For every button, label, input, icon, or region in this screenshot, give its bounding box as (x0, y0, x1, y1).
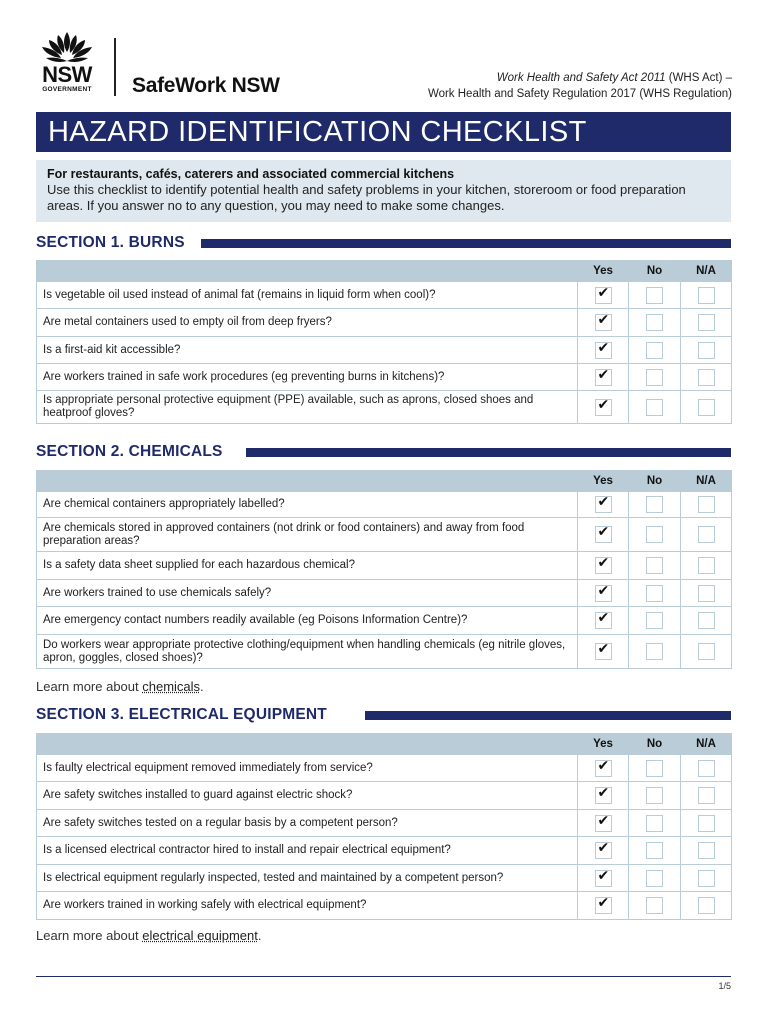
question-text: Is electrical equipment regularly inspected, tested and maintained by a competent person? (37, 865, 578, 892)
yes-checkbox[interactable] (595, 612, 612, 629)
section-title: SECTION 1. BURNS (36, 234, 189, 252)
brand-name: SafeWork NSW (132, 74, 280, 97)
question-text: Are workers trained in working safely with electrical equipment? (37, 892, 578, 920)
question-text: Is vegetable oil used instead of animal fat (remains in liquid form when cool)? (37, 282, 578, 309)
yes-checkbox[interactable] (595, 557, 612, 574)
table-row (37, 309, 732, 337)
no-column-header: No (629, 471, 681, 492)
na-checkbox[interactable] (698, 643, 715, 660)
na-checkbox[interactable] (698, 760, 715, 777)
no-checkbox[interactable] (646, 612, 663, 629)
question-text: Are workers trained in safe work procedures (eg preventing burns in kitchens)? (37, 364, 578, 391)
question-text: Is appropriate personal protective equipment (PPE) available, such as aprons, closed shoes and heatproof gloves? (37, 391, 578, 424)
question-text: Are chemicals stored in approved containers (not drink or food containers) and away from food preparation areas? (37, 518, 578, 552)
table-header-row (37, 261, 732, 282)
no-column-header: No (629, 261, 681, 282)
section-heading-electrical (36, 707, 731, 723)
learn-more-suffix: . (257, 928, 262, 943)
yes-checkbox[interactable] (595, 897, 612, 914)
question-text: Are emergency contact numbers readily available (eg Poisons Information Centre)? (37, 607, 578, 635)
na-checkbox[interactable] (698, 369, 715, 386)
learn-more-suffix: . (200, 679, 204, 694)
yes-checkbox[interactable] (595, 369, 612, 386)
question-text: Are metal containers used to empty oil from deep fryers? (37, 309, 578, 337)
section-rule (246, 448, 731, 457)
question-text: Is a licensed electrical contractor hired to install and repair electrical equipment? (37, 837, 578, 865)
learn-more-prefix: Learn more about (36, 928, 143, 943)
no-checkbox[interactable] (646, 815, 663, 832)
table-row (37, 635, 732, 669)
waratah-flower-icon (36, 30, 98, 64)
na-column-header: N/A (681, 471, 732, 492)
yes-checkbox[interactable] (595, 314, 612, 331)
table-row (37, 837, 732, 865)
no-checkbox[interactable] (646, 287, 663, 304)
page-header (36, 30, 732, 102)
no-checkbox[interactable] (646, 585, 663, 602)
table-row (37, 391, 732, 424)
section-title: SECTION 3. ELECTRICAL EQUIPMENT (36, 706, 331, 724)
intro-lead: For restaurants, cafés, caterers and associated commercial kitchens (47, 167, 455, 181)
intro-body: Use this checklist to identify potential health and safety problems in your kitchen, storeroom or food preparation areas. If you answer no to any question, you may need to make some changes. (47, 182, 686, 213)
yes-checkbox[interactable] (595, 496, 612, 513)
section-heading-chemicals (36, 444, 731, 460)
yes-checkbox[interactable] (595, 787, 612, 804)
na-checkbox[interactable] (698, 314, 715, 331)
table-row (37, 282, 732, 309)
no-checkbox[interactable] (646, 369, 663, 386)
no-checkbox[interactable] (646, 897, 663, 914)
checklist-table-electrical (36, 733, 732, 920)
yes-checkbox[interactable] (595, 399, 612, 416)
section-rule (365, 711, 731, 720)
na-checkbox[interactable] (698, 612, 715, 629)
na-column-header: N/A (681, 261, 732, 282)
page-number: 1/5 (718, 981, 731, 991)
no-checkbox[interactable] (646, 842, 663, 859)
table-row (37, 518, 732, 552)
question-text: Are chemical containers appropriately labelled? (37, 492, 578, 518)
no-checkbox[interactable] (646, 787, 663, 804)
na-checkbox[interactable] (698, 399, 715, 416)
question-column-header (37, 261, 578, 282)
na-checkbox[interactable] (698, 557, 715, 574)
intro-box (36, 160, 731, 222)
electrical-equipment-link[interactable]: electrical equipment (142, 928, 258, 943)
yes-checkbox[interactable] (595, 287, 612, 304)
table-row (37, 364, 732, 391)
table-header-row (37, 734, 732, 755)
yes-checkbox[interactable] (595, 585, 612, 602)
table-row (37, 755, 732, 782)
table-row (37, 580, 732, 607)
table-header-row (37, 471, 732, 492)
question-text: Are workers trained to use chemicals safely? (37, 580, 578, 607)
yes-column-header: Yes (578, 261, 629, 282)
question-text: Is a first-aid kit accessible? (37, 337, 578, 364)
table-row (37, 607, 732, 635)
no-checkbox[interactable] (646, 342, 663, 359)
na-checkbox[interactable] (698, 815, 715, 832)
yes-column-header: Yes (578, 734, 629, 755)
act-title: Work Health and Safety Act 2011 (496, 72, 666, 84)
yes-checkbox[interactable] (595, 526, 612, 543)
logo-divider (114, 38, 116, 96)
na-checkbox[interactable] (698, 787, 715, 804)
table-row (37, 782, 732, 810)
footer-rule (36, 976, 731, 977)
section-heading-burns (36, 235, 731, 251)
learn-more-chemicals (36, 679, 204, 694)
no-checkbox[interactable] (646, 399, 663, 416)
na-checkbox[interactable] (698, 496, 715, 513)
checklist-table-chemicals (36, 470, 732, 669)
yes-checkbox[interactable] (595, 815, 612, 832)
no-checkbox[interactable] (646, 643, 663, 660)
regulation-title: Work Health and Safety Regulation 2017 (WHS Regulation) (427, 88, 732, 100)
no-checkbox[interactable] (646, 557, 663, 574)
nsw-government-logo (36, 30, 98, 96)
table-row (37, 892, 732, 920)
no-column-header: No (629, 734, 681, 755)
na-checkbox[interactable] (698, 897, 715, 914)
na-checkbox[interactable] (698, 526, 715, 543)
section-rule (201, 239, 731, 248)
na-checkbox[interactable] (698, 342, 715, 359)
table-row (37, 337, 732, 364)
question-text: Is a safety data sheet supplied for each hazardous chemical? (37, 552, 578, 580)
question-text: Is faulty electrical equipment removed immediately from service? (37, 755, 578, 782)
act-abbrev: (WHS Act) – (665, 72, 732, 84)
question-column-header (37, 734, 578, 755)
title-banner (36, 112, 731, 152)
yes-checkbox[interactable] (595, 760, 612, 777)
yes-checkbox[interactable] (595, 342, 612, 359)
no-checkbox[interactable] (646, 496, 663, 513)
no-checkbox[interactable] (646, 314, 663, 331)
table-row (37, 865, 732, 892)
chemicals-link[interactable]: chemicals (142, 679, 201, 694)
na-checkbox[interactable] (698, 585, 715, 602)
learn-more-prefix: Learn more about (36, 679, 143, 694)
logo-wordmark: NSW (42, 62, 92, 87)
yes-checkbox[interactable] (595, 842, 612, 859)
na-checkbox[interactable] (698, 870, 715, 887)
yes-checkbox[interactable] (595, 870, 612, 887)
legislation-reference (428, 70, 732, 102)
question-text: Are safety switches installed to guard against electric shock? (37, 782, 578, 810)
question-column-header (37, 471, 578, 492)
yes-checkbox[interactable] (595, 643, 612, 660)
page-title: HAZARD IDENTIFICATION CHECKLIST (48, 116, 587, 148)
checklist-table-burns (36, 260, 732, 424)
question-text: Do workers wear appropriate protective clothing/equipment when handling chemicals (eg nitrile gloves, apron, goggles, closed shoes)? (37, 635, 578, 669)
question-text: Are safety switches tested on a regular basis by a competent person? (37, 810, 578, 837)
na-checkbox[interactable] (698, 287, 715, 304)
learn-more-electrical (36, 928, 261, 943)
table-row (37, 552, 732, 580)
logo-subtext: GOVERNMENT (42, 86, 92, 93)
table-row (37, 492, 732, 518)
table-row (37, 810, 732, 837)
na-checkbox[interactable] (698, 842, 715, 859)
yes-column-header: Yes (578, 471, 629, 492)
no-checkbox[interactable] (646, 760, 663, 777)
no-checkbox[interactable] (646, 870, 663, 887)
na-column-header: N/A (681, 734, 732, 755)
no-checkbox[interactable] (646, 526, 663, 543)
section-title: SECTION 2. CHEMICALS (36, 443, 227, 461)
